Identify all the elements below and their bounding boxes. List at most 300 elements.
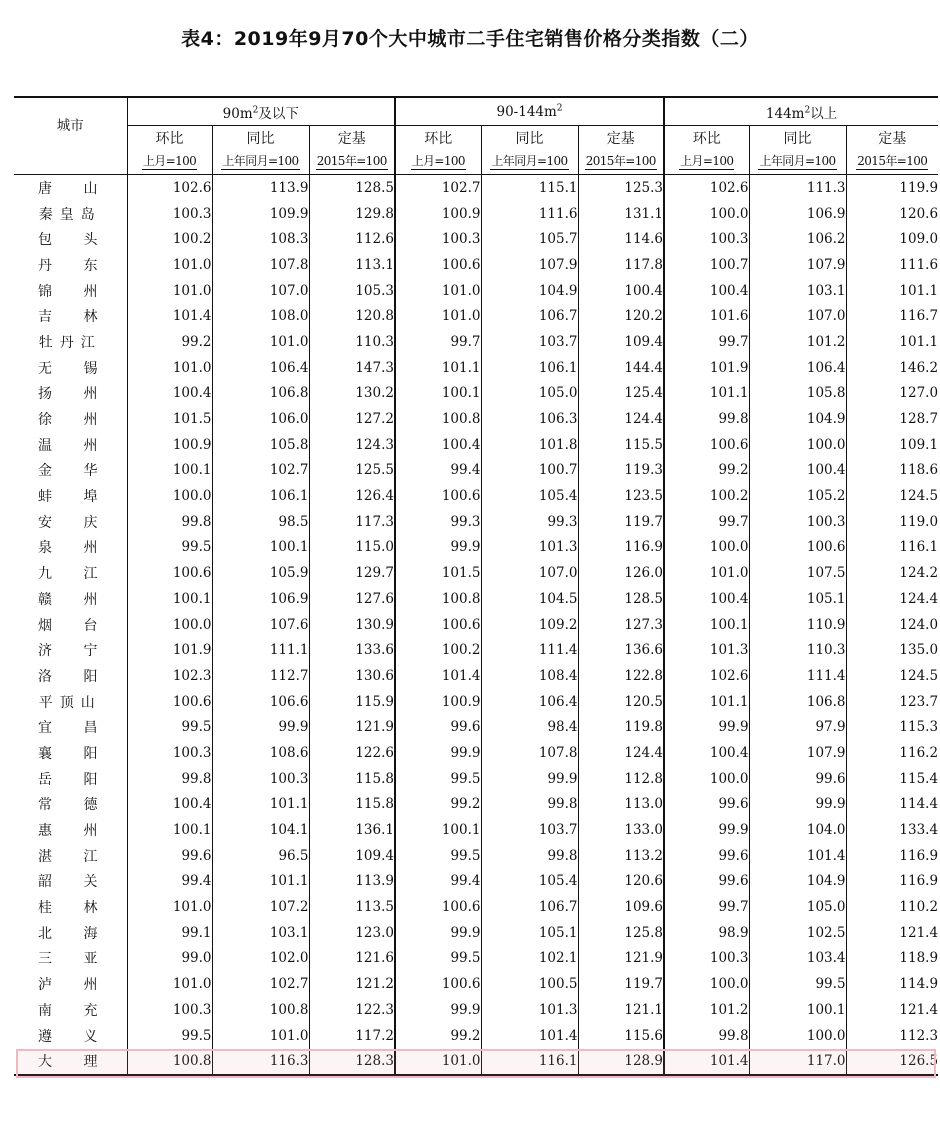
value-cell: 115.0 [309,535,395,561]
value-cell: 120.8 [309,303,395,329]
value-cell: 98.5 [212,509,309,535]
value-cell: 114.4 [846,792,938,818]
value-cell: 101.5 [395,560,481,586]
value-cell: 133.6 [309,637,395,663]
table-row [14,226,938,252]
value-cell: 100.0 [664,971,749,997]
value-cell: 111.4 [481,637,578,663]
value-cell: 104.9 [749,869,846,895]
value-cell: 101.0 [127,894,212,920]
value-cell: 117.2 [309,1023,395,1049]
value-cell: 116.2 [846,740,938,766]
city-name: 赣 州 [38,591,99,608]
value-cell: 127.2 [309,406,395,432]
value-cell: 105.3 [309,278,395,304]
table-row [14,278,938,304]
value-cell: 100.2 [395,637,481,663]
city-cell [14,586,127,612]
value-cell: 98.4 [481,714,578,740]
table-row [14,946,938,972]
table-row [14,483,938,509]
city-cell [14,226,127,252]
value-cell: 124.5 [846,663,938,689]
value-cell: 120.2 [578,303,664,329]
value-cell: 121.1 [578,997,664,1023]
table-body [14,175,938,1076]
value-cell: 101.8 [481,432,578,458]
value-cell: 99.9 [395,740,481,766]
value-cell: 120.6 [846,201,938,227]
price-index-table [14,96,938,1076]
table-row [14,894,938,920]
value-cell: 112.6 [309,226,395,252]
value-cell: 105.8 [749,381,846,407]
value-cell: 126.5 [846,1048,938,1075]
value-cell: 128.9 [578,1048,664,1075]
value-cell: 104.9 [481,278,578,304]
value-cell: 100.5 [481,971,578,997]
city-name: 常 德 [38,797,99,814]
value-cell: 101.0 [127,355,212,381]
value-cell: 109.2 [481,612,578,638]
value-cell: 100.6 [127,560,212,586]
city-cell [14,971,127,997]
table-row [14,458,938,484]
value-cell: 99.4 [395,458,481,484]
value-cell: 99.7 [664,894,749,920]
table-row [14,663,938,689]
unit-label: 上月=100 [142,154,197,168]
value-cell: 106.6 [212,689,309,715]
value-cell: 99.5 [127,535,212,561]
value-cell: 112.3 [846,1023,938,1049]
value-cell: 106.1 [212,483,309,509]
table-row [14,432,938,458]
city-name: 徐 州 [38,412,99,429]
metric-header: 环比 [127,126,212,151]
value-cell: 101.0 [395,303,481,329]
value-cell: 102.6 [127,175,212,201]
value-cell: 111.4 [749,663,846,689]
value-cell: 100.4 [749,458,846,484]
value-cell: 100.1 [127,458,212,484]
city-cell [14,175,127,201]
city-name: 岳 阳 [38,771,99,788]
metric-header: 定基 [846,126,938,151]
value-cell: 123.0 [309,920,395,946]
value-cell: 103.7 [481,817,578,843]
value-cell: 101.0 [212,1023,309,1049]
value-cell: 102.6 [664,175,749,201]
table-row [14,175,938,201]
value-cell: 99.9 [481,766,578,792]
value-cell: 100.6 [395,971,481,997]
table-row [14,869,938,895]
value-cell: 101.0 [664,560,749,586]
value-cell: 106.4 [212,355,309,381]
city-name: 无 锡 [38,360,99,377]
value-cell: 100.3 [749,509,846,535]
value-cell: 127.3 [578,612,664,638]
value-cell: 109.1 [846,432,938,458]
value-cell: 100.4 [127,381,212,407]
value-cell: 101.1 [664,381,749,407]
value-cell: 99.2 [395,1023,481,1049]
city-name: 桂 林 [38,900,99,917]
value-cell: 106.1 [481,355,578,381]
value-cell: 130.9 [309,612,395,638]
value-cell: 101.0 [212,329,309,355]
value-cell: 99.6 [664,869,749,895]
value-cell: 106.2 [749,226,846,252]
value-cell: 136.1 [309,817,395,843]
group-header-small: $90m^2$及以下 [127,97,395,126]
value-cell: 100.6 [395,894,481,920]
value-cell: 100.0 [127,612,212,638]
value-cell: 104.9 [749,406,846,432]
city-name: 南 充 [38,1002,99,1019]
value-cell: 100.7 [664,252,749,278]
city-name: 安 庆 [38,514,99,531]
page-title: 表4：2019年9月70个大中城市二手住宅销售价格分类指数（二） [181,28,759,50]
value-cell: 100.9 [395,201,481,227]
city-cell [14,560,127,586]
value-cell: 101.3 [481,997,578,1023]
unit-label: 上年同月=100 [759,154,836,168]
value-cell: 99.2 [127,329,212,355]
value-cell: 115.8 [309,792,395,818]
table-row [14,303,938,329]
value-cell: 115.8 [309,766,395,792]
value-cell: 99.8 [481,792,578,818]
city-name: 烟 台 [38,617,99,634]
city-cell [14,252,127,278]
value-cell: 100.0 [127,483,212,509]
value-cell: 106.0 [212,406,309,432]
value-cell: 99.8 [127,509,212,535]
city-name: 锦 州 [38,283,99,300]
value-cell: 106.4 [749,355,846,381]
value-cell: 101.0 [127,278,212,304]
value-cell: 133.0 [578,817,664,843]
value-cell: 116.7 [846,303,938,329]
value-cell: 101.3 [664,637,749,663]
value-cell: 99.6 [127,843,212,869]
value-cell: 101.1 [664,689,749,715]
value-cell: 128.7 [846,406,938,432]
value-cell: 101.0 [127,971,212,997]
value-cell: 121.9 [578,946,664,972]
value-cell: 116.9 [846,869,938,895]
value-cell: 113.9 [309,869,395,895]
value-cell: 101.2 [664,997,749,1023]
city-name: 三 亚 [38,951,99,968]
city-cell [14,766,127,792]
value-cell: 131.1 [578,201,664,227]
city-cell [14,612,127,638]
value-cell: 100.4 [127,792,212,818]
header-row-groups [14,97,938,126]
value-cell: 101.4 [749,843,846,869]
value-cell: 100.1 [749,997,846,1023]
unit-label: 2015年=100 [857,154,928,168]
value-cell: 111.1 [212,637,309,663]
value-cell: 122.3 [309,997,395,1023]
city-cell [14,714,127,740]
value-cell: 99.4 [127,869,212,895]
value-cell: 115.5 [578,432,664,458]
value-cell: 119.3 [578,458,664,484]
value-cell: 99.9 [212,714,309,740]
value-cell: 107.9 [749,252,846,278]
value-cell: 102.5 [749,920,846,946]
city-cell [14,817,127,843]
value-cell: 113.5 [309,894,395,920]
value-cell: 98.9 [664,920,749,946]
value-cell: 107.0 [481,560,578,586]
value-cell: 109.9 [212,201,309,227]
value-cell: 123.7 [846,689,938,715]
value-cell: 107.0 [212,278,309,304]
unit-label: 2015年=100 [316,154,387,168]
value-cell: 111.3 [749,175,846,201]
value-cell: 146.2 [846,355,938,381]
table-row [14,920,938,946]
value-cell: 99.6 [664,792,749,818]
value-cell: 106.3 [481,406,578,432]
value-cell: 100.4 [664,278,749,304]
city-cell [14,663,127,689]
table-row [14,329,938,355]
value-cell: 122.6 [309,740,395,766]
value-cell: 106.9 [749,201,846,227]
value-cell: 102.7 [395,175,481,201]
table-row [14,586,938,612]
value-cell: 100.0 [664,201,749,227]
value-cell: 112.8 [578,766,664,792]
value-cell: 99.8 [664,1023,749,1049]
value-cell: 101.0 [127,252,212,278]
value-cell: 105.1 [749,586,846,612]
city-name: 蚌 埠 [38,489,99,506]
value-cell: 115.9 [309,689,395,715]
header-row-metrics [14,126,938,151]
value-cell: 101.1 [846,278,938,304]
value-cell: 105.8 [212,432,309,458]
value-cell: 100.3 [212,766,309,792]
value-cell: 100.1 [127,586,212,612]
value-cell: 119.9 [846,175,938,201]
value-cell: 101.3 [481,535,578,561]
value-cell: 99.9 [395,535,481,561]
value-cell: 136.6 [578,637,664,663]
value-cell: 116.3 [212,1048,309,1075]
city-name: 平 顶 山 [38,694,96,711]
value-cell: 115.1 [481,175,578,201]
value-cell: 101.6 [664,303,749,329]
value-cell: 115.4 [846,766,938,792]
value-cell: 123.5 [578,483,664,509]
value-cell: 104.1 [212,817,309,843]
value-cell: 130.2 [309,381,395,407]
value-cell: 116.1 [846,535,938,561]
value-cell: 101.5 [127,406,212,432]
value-cell: 119.0 [846,509,938,535]
city-name: 吉 林 [38,309,99,326]
value-cell: 101.9 [127,637,212,663]
metric-header: 定基 [309,126,395,151]
city-cell [14,303,127,329]
value-cell: 117.8 [578,252,664,278]
value-cell: 109.4 [309,843,395,869]
value-cell: 105.4 [481,483,578,509]
value-cell: 104.5 [481,586,578,612]
table-row [14,637,938,663]
value-cell: 106.9 [212,586,309,612]
value-cell: 100.2 [127,226,212,252]
value-cell: 100.7 [481,458,578,484]
value-cell: 109.6 [578,894,664,920]
value-cell: 100.0 [664,766,749,792]
value-cell: 129.8 [309,201,395,227]
value-cell: 125.8 [578,920,664,946]
value-cell: 101.4 [481,1023,578,1049]
table-row [14,201,938,227]
table-row [14,997,938,1023]
metric-header: 定基 [578,126,664,151]
city-cell [14,946,127,972]
value-cell: 99.5 [127,1023,212,1049]
value-cell: 107.2 [212,894,309,920]
city-name: 金 华 [38,463,99,480]
city-cell [14,483,127,509]
value-cell: 99.3 [395,509,481,535]
table-row [14,509,938,535]
city-cell [14,894,127,920]
value-cell: 100.0 [664,535,749,561]
value-cell: 99.6 [664,843,749,869]
table-row [14,817,938,843]
value-cell: 121.4 [846,997,938,1023]
value-cell: 133.4 [846,817,938,843]
value-cell: 99.8 [481,843,578,869]
value-cell: 108.4 [481,663,578,689]
metric-header: 环比 [664,126,749,151]
value-cell: 118.9 [846,946,938,972]
value-cell: 107.6 [212,612,309,638]
city-name: 唐 山 [38,180,99,197]
value-cell: 105.2 [749,483,846,509]
value-cell: 126.0 [578,560,664,586]
value-cell: 101.4 [664,1048,749,1075]
city-name: 襄 阳 [38,745,99,762]
value-cell: 119.7 [578,509,664,535]
row-highlight [16,1049,936,1078]
value-cell: 101.1 [212,792,309,818]
table-row [14,560,938,586]
city-cell [14,278,127,304]
value-cell: 100.1 [212,535,309,561]
value-cell: 99.6 [749,766,846,792]
value-cell: 124.2 [846,560,938,586]
value-cell: 99.7 [395,329,481,355]
value-cell: 102.7 [212,458,309,484]
city-cell [14,920,127,946]
city-name: 湛 江 [38,848,99,865]
value-cell: 105.7 [481,226,578,252]
city-cell [14,792,127,818]
value-cell: 107.8 [481,740,578,766]
value-cell: 99.2 [395,792,481,818]
value-cell: 100.6 [749,535,846,561]
value-cell: 119.7 [578,971,664,997]
value-cell: 96.5 [212,843,309,869]
value-cell: 106.7 [481,303,578,329]
unit-label: 上月=100 [680,154,734,168]
city-name: 韶 关 [38,874,99,891]
table-row [14,843,938,869]
value-cell: 100.0 [749,432,846,458]
value-cell: 99.9 [664,714,749,740]
value-cell: 115.3 [846,714,938,740]
value-cell: 99.5 [395,766,481,792]
value-cell: 100.6 [395,612,481,638]
value-cell: 124.4 [846,586,938,612]
value-cell: 104.0 [749,817,846,843]
value-cell: 106.8 [212,381,309,407]
city-name: 泸 州 [38,977,99,994]
value-cell: 102.6 [664,663,749,689]
value-cell: 124.4 [578,740,664,766]
value-cell: 100.9 [127,432,212,458]
value-cell: 101.0 [395,278,481,304]
city-name: 宜 昌 [38,720,99,737]
value-cell: 99.7 [664,329,749,355]
value-cell: 110.3 [309,329,395,355]
city-header: 城市 [14,97,127,150]
value-cell: 105.0 [749,894,846,920]
value-cell: 120.6 [578,869,664,895]
value-cell: 100.4 [578,278,664,304]
value-cell: 108.6 [212,740,309,766]
value-cell: 147.3 [309,355,395,381]
city-cell [14,355,127,381]
city-name: 扬 州 [38,386,99,403]
value-cell: 101.2 [749,329,846,355]
unit-label: 上月=100 [411,154,465,168]
value-cell: 128.3 [309,1048,395,1075]
city-name: 泉 州 [38,540,99,557]
value-cell: 101.4 [127,303,212,329]
value-cell: 99.4 [395,869,481,895]
value-cell: 99.8 [127,766,212,792]
value-cell: 99.9 [395,997,481,1023]
value-cell: 121.6 [309,946,395,972]
value-cell: 102.3 [127,663,212,689]
value-cell: 108.0 [212,303,309,329]
value-cell: 113.1 [309,252,395,278]
city-cell [14,381,127,407]
city-name: 秦 皇 岛 [38,206,96,223]
value-cell: 99.9 [395,920,481,946]
table-row [14,792,938,818]
value-cell: 100.2 [664,483,749,509]
value-cell: 100.4 [664,740,749,766]
value-cell: 100.4 [664,586,749,612]
unit-label: 上年同月=100 [491,154,568,168]
city-name: 洛 阳 [38,668,99,685]
city-name: 遵 义 [38,1028,99,1045]
